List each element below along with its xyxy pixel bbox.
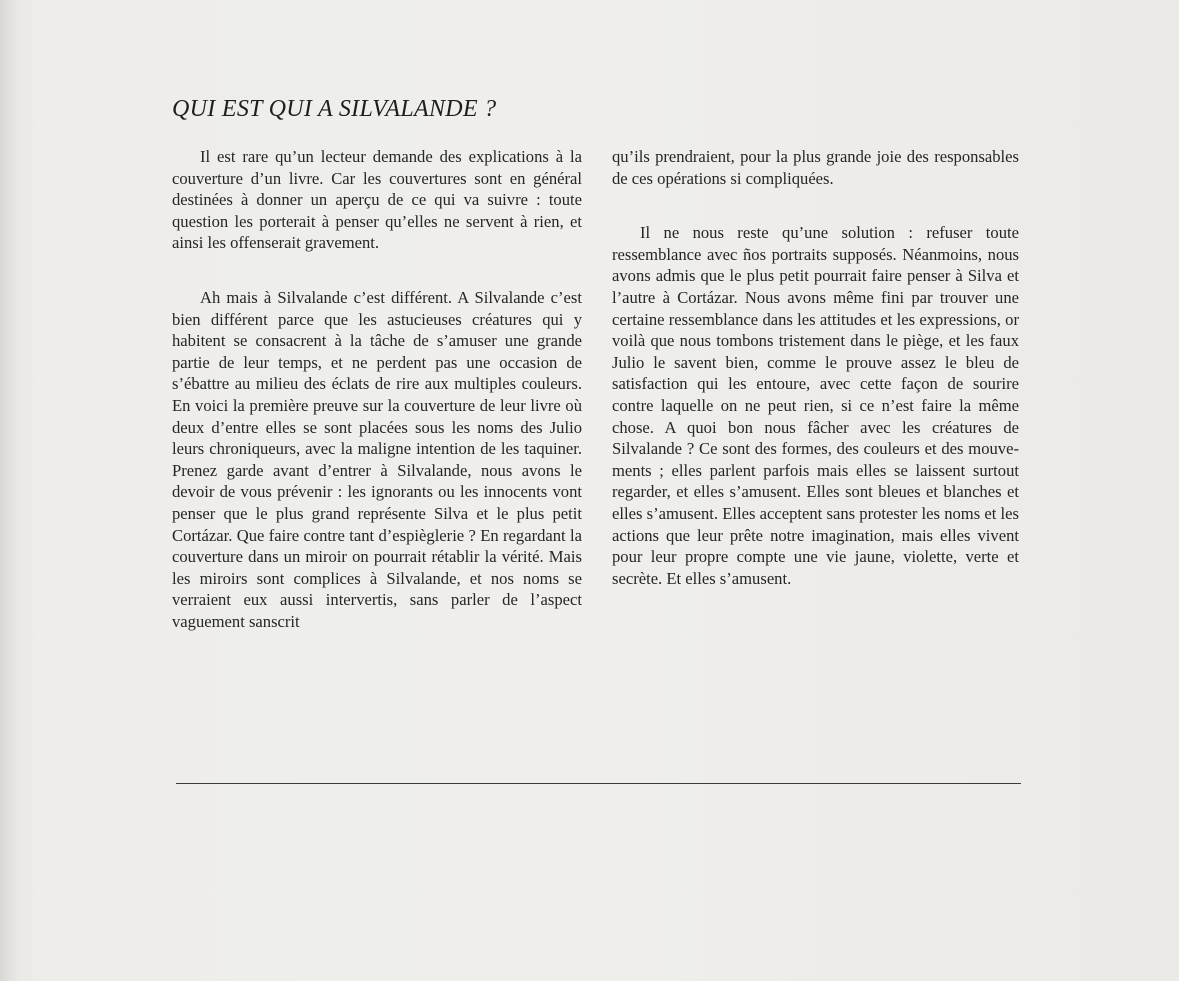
page-fold-shadow [0,0,18,981]
right-text-column [612,146,1019,622]
paragraph: Il ne nous reste qu’une solution : refuser toute ressemblance avec ños portraits supposés. Néanmoins, nous avons admis que le plus petit pourrait faire penser à Silva et l’autre à Cortázar. Nous avons même fini par trouver une certaine ressemblance dans les attitudes et les expressions, or voilà que nous tombons tristement dans le piège, et les faux Julio le savent bien, comme le prouve assez le bleu de satisfaction qui les entoure, avec cette façon de sourire contre laquelle on ne peut rien, si ce n’est faire la même chose. A quoi bon nous fâcher avec les créatures de Silvalande ? Ce sont des formes, des couleurs et des mouvements ; elles parlent parfois mais elles se laissent surtout regarder, et elles s’amusent. Elles sont bleues et blanches et elles s’amusent. Elles acceptent sans protester les noms et les actions que leur prête notre imagination, mais elles vivent pour leur propre compte une vie jaune, violette, verte et secrète. Et elles s’amusent. [612,223,1019,588]
paragraph: Il est rare qu’un lecteur demande des explications à la couverture d’un livre. Car les couvertures sont en général destinées à donner un aperçu de ce qui va suivre : toute question les porterait à penser qu’elles ne servent à rien, et ainsi les offenserait gravement. [172,147,582,253]
paragraph: qu’ils prendraient, pour la plus grande joie des responsables de ces opérations si compliquées. [612,147,1019,188]
horizontal-divider [176,783,1021,784]
left-text-column [172,146,582,665]
page-title: QUI EST QUI A SILVALANDE ? [172,96,497,122]
paragraph: Ah mais à Silvalande c’est différent. A Silvalande c’est bien différent parce que les astucieuses créatures qui y habitent se consacrent à la tâche de s’amuser une grande partie de leur temps, et ne perdent pas une occasion de s’ébattre au milieu des éclats de rire aux multiples couleurs. En voici la première preuve sur la couverture de leur livre où deux d’entre elles se sont placées sous les noms des Julio leurs chroniqueurs, avec la maligne intention de les taquiner. Prenez garde avant d’entrer à Silvalande, nous avons le devoir de vous prévenir : les ignorants ou les innocents vont penser que le plus grand représente Silva et le plus petit Cortázar. Que faire contre tant d’espièglerie ? En regardant la couverture dans un miroir on pourrait rétablir la vérité. Mais les miroirs sont complices à Silvalande, et nos noms se verraient eux aussi intervertis, sans parler de l’aspect vaguement sanscrit [172,287,582,631]
